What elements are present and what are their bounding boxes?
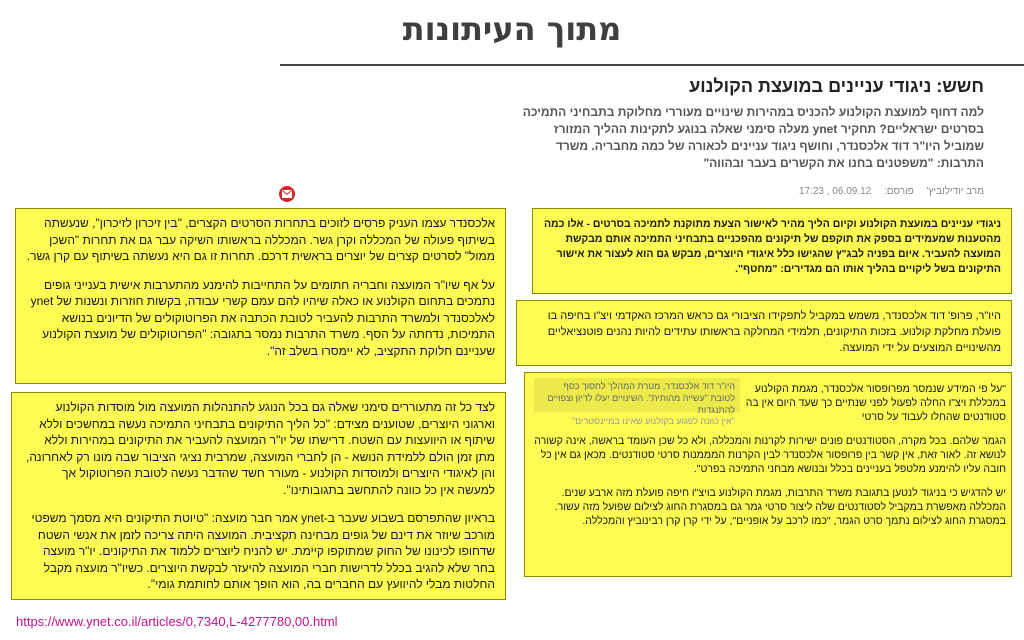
related-article-teaser[interactable]: היו"ר דוד אלכסנדר, מטרת המהלך לחסוך כסף לטובת "עשייה מהותית". השינויים יעלו לדיון וצפויים להתנגדות [534, 378, 740, 412]
article-byline [504, 186, 984, 197]
highlight-box-left-top [15, 208, 506, 384]
paragraph: הגמר שלהם. בכל מקרה, הסטודנטים פונים ישירות לקרנות והמכללה, ולא כל שכן העומד בראשה, אינה קשורה לנושא זה. לאור זאת, אין קשר בין פרופסור אלכסנדר לבין הקרנות המממנות סרטי סטודנטים. מכאן גם אין כל חובה עליו להימנע מלטפל בעניינים בכלל ובנושא מבחני התמיכה בפרט". [534, 435, 1006, 475]
highlight-box-right-middle [516, 300, 1012, 366]
title-divider [280, 64, 1024, 66]
mail-icon[interactable] [279, 186, 295, 202]
paragraph: אלכסנדר עצמו העניק פרסים לזוכים בתחרות הסרטים הקצרים, "בין זיכרון לזיכרון", שנעשתה בשיתוף פעולה של המכללה וקרן גשר. המכללה בראשותו השיקה עבר גם את תחרות "השכן ממול" לסרטים קצרים של יוצרים בראשית דרכם. תחרות זו גם היא נעשתה בשיתוף עם קרן גשר. [26, 216, 495, 263]
highlight-box-right-top [532, 208, 1012, 294]
paragraph: לצד כל זה מתעוררים סימני שאלה גם בכל הנוגע להתנהלות המועצה מול מוסדות הקולנוע וארגוני היוצרים, שטוענים מצידם: "כל הליך התיקונים בתבחיני התמיכה נעשה במחשכים וללא שיתוף או היוועצות עם השטח. דרישתו של יו"ר המועצה להעביר את התיקונים במהירות וללא מתן זמן הולם ללמידת הנושא - הן לחברי המועצה, שמרבית נציגי הציבור שבה מונו רק לאחרונה, והן לאיגודי היוצרים ולמוסדות הקולנוע - מעורר חשד שהדבר נעשה לטובת הפרוטוקול אך למעשה אין כל כוונה להתחשב בתגובותינו". [25, 400, 495, 497]
highlight-box-right-bottom-text [532, 434, 1006, 528]
paragraph: "על פי המידע שנמסר מפרופסור אלכסנדר, מגמת הקולנוע במכללת ויצ"ו החלה לפעול לפני שנתיים כך שעד היום אין בה סטודנטים שהחלו לעבוד על סרטי [745, 383, 1006, 423]
paragraph: ניגודי עניינים במועצת הקולנוע וקיום הליך מהיר לאישור הצעת מתוקנת לתמיכה בסרטים - אלו כמה מהטענות שמעמידים בספק את תוקפם של תיקונים מהפכניים בתבחיני התמיכה אותם מבקשת המועצה להעביר. איום בפניה לבג"ץ שהגישו כלל איגודי היוצרים, מבקש גם הוא לעצור את אישור התיקונים בשל ליקויים בהליך אותו הם מגדירים: "מחטף". [543, 218, 1001, 275]
highlight-box-left-bottom [11, 392, 506, 600]
paragraph: על אף שיו"ר המועצה וחבריה חתומים על התחייבות להימנע מהתערבות אישית בענייני גופים נתמכים בתחום הקולנוע או כאלה שיהיו להם עמם קשרי עבודה, בקשות חוזרות ונשנות של ynet לאלכסנדר ולמשרד התרבות להעביר לטובת הכתבה את הפרוטוקולים של הדיונים בנושא התמיכות, נדחתה על הסף. משרד התרבות נמסר בתגובה: "הפרוטוקולים של מועצת הקולנוע שעניינם חלוקת התקציב, לא יימסרו בשלב זה". [30, 277, 495, 358]
source-url-link[interactable]: https://www.ynet.co.il/articles/0,7340,L-4277780,00.html [16, 614, 338, 629]
paragraph: יש להדגיש כי בניגוד לנטען בתגובת משרד התרבות, מגמת הקולנוע בויצ"ו חיפה פועלת מזה ארבע שנים. המכללה מאפשרת במקביל לסטודנטים שלה ליצור סרטי גמר גם במסגרת החוג לצילום שפועל מזה עשור. במסגרת החוג לצילום נתמך סרט הגמר, "כמו לרכב על אופניים", על ידי קרן קרן רבינוביץ והמכללה. [554, 487, 1006, 527]
paragraph: היו"ר, פרופ' דוד אלכסנדר, משמש במקביל לתפקידו הציבורי גם כראש המרכז האקדמי ויצ"ו בחיפה בו פועלת מחלקת קולנוע. בזכות התיקונים, תלמידי המחלקה בראשותו עתידים להיות נהנים פוטנציאליים מהשינויים המוצעים על ידי המועצה. [547, 310, 1001, 354]
article-summary: למה דחוף למועצת הקולנוע להכניס במהירות שינויים מעוררי מחלוקת בתבחיני התמיכה בסרטים ישראליים? תחקיר ynet מעלה סימני שאלה בנוגע לתקינות ההליך המזורז שמוביל היו"ר דוד אלכסנדר, וחושף ניגוד עניינים לכאורה של כמה מחבריה. משרד התרבות: "משפטנים בחנו את הקשרים בעבר ובהווה" [522, 105, 984, 170]
paragraph: בראיון שהתפרסם בשבוע שעבר ב-ynet אמר חבר מועצה: "טיוטת התיקונים היא מסמך משפטי מורכב שיוזר את דינם של גופים מבחינה תקציבית. המועצה היתה צריכה לזמן את אנשי השטח שדחופו לכינונו של החוק שמתוקפו קיימת. יש להניח ליוצרים ללמוד את התיקונים. יו"ר מועצה בחר שלא להגיב בכלל לדרישות חברי המועצה להיעזר לבקשת היוצרים. כשיו"ר מועצה מקבל החלטות מבלי להיוועץ עם החברים בה, הוא הופך אותם לחותמת גומי". [31, 511, 495, 591]
author-name[interactable]: מרב יודילוביץ' [926, 186, 984, 197]
published-label: פורסם: [884, 186, 914, 197]
published-date: 06.09.12 , 17:23 [798, 186, 872, 197]
related-article-link[interactable]: "אין כוונה לפגוע בקולנוע שאינו במיינסטרים" [572, 416, 735, 426]
article-headline: חשש: ניגודי עניינים במועצת הקולנוע [689, 76, 984, 96]
page-title: מתוך העיתונות [402, 10, 622, 48]
